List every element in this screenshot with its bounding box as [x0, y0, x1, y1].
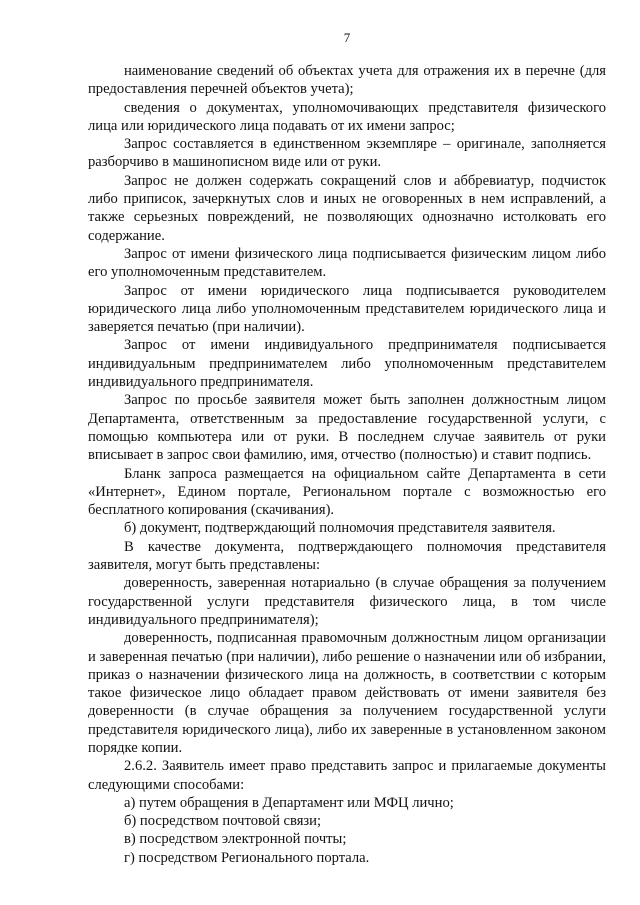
list-item: а) путем обращения в Департамент или МФЦ лично; [124, 794, 454, 811]
paragraph: Запрос от имени юридического лица подписывается руководителем юридического лица либо уполномоченным представителем юридического лица и заверяется печатью (при наличии). [88, 282, 606, 336]
paragraph: Запрос составляется в единственном экземпляре – оригинале, заполняется разборчиво в машинописном виде или от руки. [88, 136, 606, 171]
paragraph: наименование сведений об объектах учета для отражения их в перечне (для предоставления перечней объектов учета); [88, 63, 606, 98]
list-item: в) посредством электронной почты; [124, 831, 347, 848]
paragraph: В качестве документа, подтверждающего полномочия представителя заявителя, могут быть представлены: [88, 538, 606, 574]
paragraph: Запрос от имени индивидуального предпринимателя подписывается индивидуальным предпринимателем либо уполномоченным представителем индивидуального предпринимателя. [88, 337, 606, 391]
list-item: г) посредством Регионального портала. [124, 849, 370, 866]
paragraph: доверенность, заверенная нотариально (в случае обращения за получением государственной услуги представителя физического лица, в том числе индивидуального предпринимателя); [88, 575, 606, 628]
paragraph: 2.6.2. Заявитель имеет право представить запрос и прилагаемые документы следующими способами: [88, 758, 606, 793]
paragraph: Запрос от имени физического лица подписывается физическим лицом либо его уполномоченным представителем. [88, 245, 606, 281]
paragraph: доверенность, подписанная правомочным должностным лицом организации и заверенная печатью (при наличии), либо решение о назначении или об избрании, приказ о назначении физического лица на должность, в соответствии с которым такое физическое лицо обладает правом действовать от имени заявителя без доверенности (в случае обращения за получением государственной услуги представителя юридического лица), либо их заверенные в установленном законом порядке копии. [88, 630, 606, 756]
paragraph: б) документ, подтверждающий полномочия представителя заявителя. [124, 520, 556, 537]
list-item: б) посредством почтовой связи; [124, 813, 322, 830]
paragraph: Запрос по просьбе заявителя может быть заполнен должностным лицом Департамента, ответственным за предоставление государственной услуги, с помощью компьютера или от руки. В последнем случае заявитель от руки вписывает в запрос свои фамилию, имя, отчество (полностью) и ставит подпись. [88, 392, 606, 464]
document-body [88, 62, 606, 867]
paragraph: сведения о документах, уполномочивающих представителя физического лица или юридического лица подавать от их имени запрос; [88, 99, 606, 134]
page-number: 7 [343, 30, 351, 45]
paragraph: Запрос не должен содержать сокращений слов и аббревиатур, подчисток либо приписок, зачеркнутых слов и иных не оговоренных в нем исправлений, а также серьезных повреждений, не позволяющих однозначно истолковать его содержание. [88, 172, 606, 244]
paragraph: Бланк запроса размещается на официальном сайте Департамента в сети «Интернет», Едином портале, Региональном портале с возможностью его бесплатного копирования (скачивания). [88, 465, 606, 519]
